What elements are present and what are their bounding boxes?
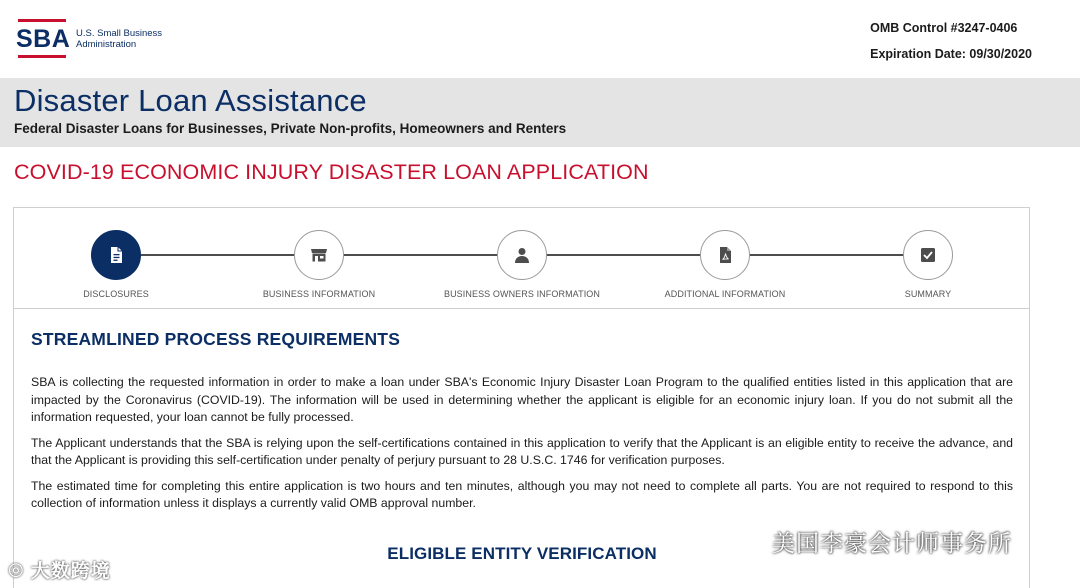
sba-logo-text [76, 28, 162, 50]
progress-stepper [14, 208, 1029, 309]
step-business-owners-information[interactable] [432, 230, 612, 299]
omb-info [870, 15, 1032, 67]
watermark-right [726, 525, 1012, 558]
step-additional-information[interactable] [635, 230, 815, 299]
expiration-date: Expiration Date: 09/30/2020 [870, 47, 1032, 61]
page-title: Disaster Loan Assistance [14, 83, 367, 118]
watermark-right-text: 美国李豪会计师事务所 [772, 530, 1012, 556]
page-subtitle: Federal Disaster Loans for Businesses, Private Non-profits, Homeowners and Renters [14, 121, 567, 136]
step-label-additional-information: ADDITIONAL INFORMATION [664, 289, 786, 299]
logo-line-1: U.S. Small Business [76, 28, 163, 39]
sba-logo-letters: SBA [16, 25, 71, 53]
application-title: COVID-19 ECONOMIC INJURY DISASTER LOAN APPLICATION [14, 160, 649, 184]
wechat-icon [726, 529, 764, 555]
watermark-left-text: 大数跨境 [30, 561, 111, 582]
step-label-business-information: BUSINESS INFORMATION [262, 289, 376, 299]
step-business-information[interactable] [229, 230, 409, 299]
step-disclosures[interactable] [26, 230, 206, 299]
checkbox-icon [903, 230, 953, 280]
storefront-icon [294, 230, 344, 280]
logo-line-2: Administration [76, 39, 137, 50]
person-icon [497, 230, 547, 280]
step-label-business-owners-information: BUSINESS OWNERS INFORMATION [443, 289, 601, 299]
omb-control-number: OMB Control #3247-0406 [870, 21, 1018, 35]
sba-logo[interactable] [16, 19, 162, 59]
watermark-left [8, 556, 111, 583]
step-summary[interactable] [838, 230, 1018, 299]
paragraph-self-certification: The Applicant understands that the SBA is relying upon the self-certifications contained in this application to verify that the Applicant is an eligible entity to receive the advance, and that the Applicant is providing this self-certification under penalty of perjury pursuant to 28 U.S.C. 1746 for verification purposes. [31, 435, 1013, 467]
eligible-entity-heading: ELIGIBLE ENTITY VERIFICATION [387, 543, 657, 563]
paragraph-collection-notice: SBA is collecting the requested information in order to make a loan under SBA's Economic Injury Disaster Loan Program to the qualified entities listed in this application that are impacted by the Coronavirus (COVID-19). The information will be used in determining whether the applicant is eligible for an economic injury loan. If you do not submit all the information requested, your loan cannot be fully processed. [31, 375, 1013, 424]
top-bar [0, 0, 1080, 78]
step-label-disclosures: DISCLOSURES [83, 289, 149, 299]
sba-logo-mark [16, 19, 70, 59]
watermark-logo-icon: ◎ [8, 559, 25, 579]
page-header-band [0, 78, 1080, 147]
pdf-document-icon [700, 230, 750, 280]
paragraph-estimated-time: The estimated time for completing this entire application is two hours and ten minutes, although you may not need to complete all parts. You are not required to respond to this collection of information unless it displays a currently valid OMB approval number. [31, 478, 1013, 510]
document-icon [91, 230, 141, 280]
section-heading: STREAMLINED PROCESS REQUIREMENTS [31, 329, 401, 349]
step-label-summary: SUMMARY [904, 289, 952, 299]
